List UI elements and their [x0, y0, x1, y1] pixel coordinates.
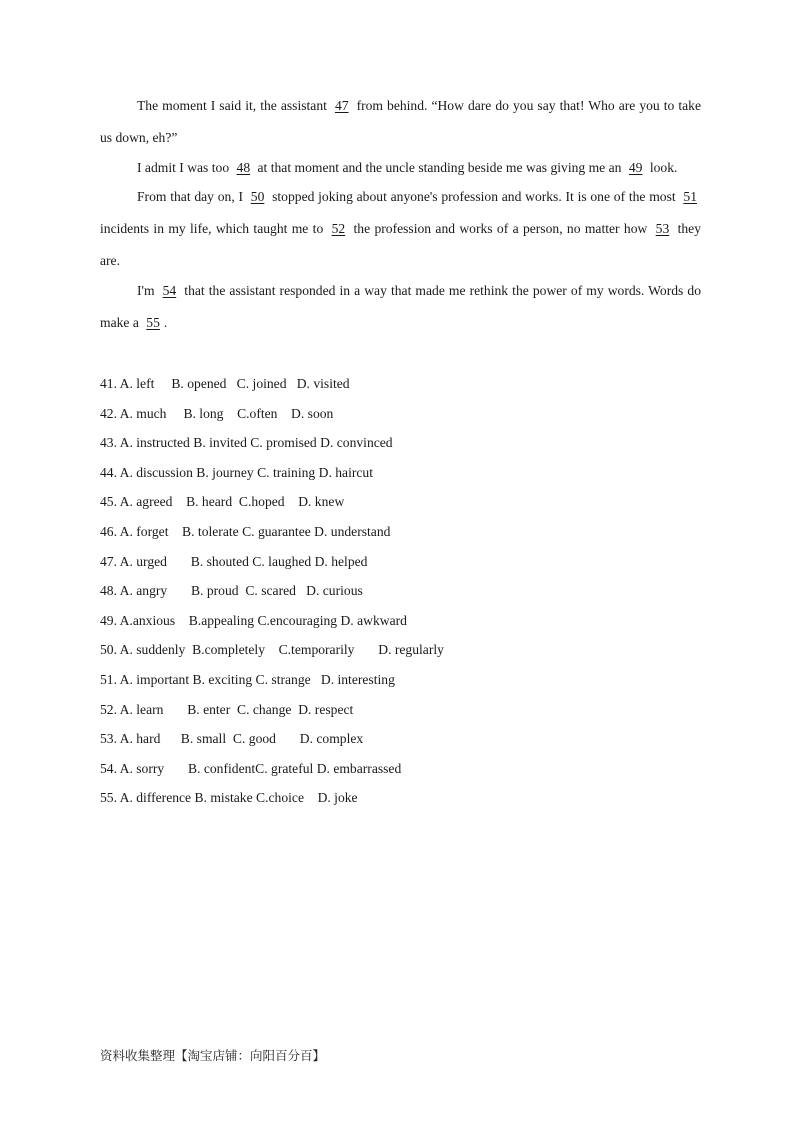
option-line-44: 44. A. discussion B. journey C. training D. haircut [100, 464, 373, 480]
text-segment: the profession and works of a person, no matter how [349, 221, 652, 236]
option-line-48: 48. A. angry B. proud C. scared D. curious [100, 583, 363, 599]
option-line-53: 53. A. hard B. small C. good D. complex [100, 731, 364, 747]
option-line-55: 55. A. difference B. mistake C.choice D. joke [100, 790, 358, 806]
blank-54: 54 [162, 283, 177, 298]
option-line-43: 43. A. instructed B. invited C. promised D. convinced [100, 435, 393, 451]
option-line-54: 54. A. sorry B. confidentC. grateful D. embarrassed [100, 760, 402, 776]
blank-50: 50 [250, 189, 265, 204]
option-line-47: 47. A. urged B. shouted C. laughed D. helped [100, 553, 368, 569]
text-segment: I admit I was too [137, 160, 233, 175]
text-segment: at that moment and the uncle standing beside me was giving me an [254, 160, 625, 175]
option-line-51: 51. A. important B. exciting C. strange D. interesting [100, 671, 395, 687]
option-line-46: 46. A. forget B. tolerate C. guarantee D. understand [100, 523, 391, 539]
option-line-42: 42. A. much B. long C.often D. soon [100, 405, 334, 421]
blank-51: 51 [683, 189, 697, 204]
answer-options-list [100, 369, 700, 813]
blank-53: 53 [655, 221, 670, 236]
text-segment: incidents in my life, which taught me to [100, 221, 328, 236]
passage-paragraph-4 [100, 275, 701, 339]
option-line-49: 49. A.anxious B.appealing C.encouraging D. awkward [100, 612, 407, 628]
text-segment: from behind. “How dare do you say that! Who are you to take us down, eh?” [100, 98, 702, 145]
blank-47: 47 [334, 98, 349, 113]
blank-55: 55 [146, 315, 160, 330]
text-segment: they are. [100, 221, 701, 268]
page-footer: 资料收集整理【淘宝店铺：向阳百分百】 [100, 1048, 326, 1063]
passage-paragraph-1 [100, 90, 701, 154]
blank-52: 52 [331, 221, 346, 236]
text-segment: stopped joking about anyone's profession and works. It is one of the most [268, 189, 680, 204]
passage-paragraph-3 [100, 181, 701, 277]
blank-49: 49 [628, 160, 643, 175]
option-line-52: 52. A. learn B. enter C. change D. respect [100, 701, 354, 717]
text-segment: look. [646, 160, 678, 175]
option-line-45: 45. A. agreed B. heard C.hoped D. knew [100, 494, 345, 510]
text-segment: I'm [137, 283, 159, 298]
text-segment: From that day on, I [137, 189, 247, 204]
text-segment: . [163, 315, 168, 330]
passage-paragraph-2 [100, 152, 701, 184]
blank-48: 48 [236, 160, 251, 175]
option-line-41: 41. A. left B. opened C. joined D. visited [100, 376, 350, 391]
text-segment: that the assistant responded in a way that made me rethink the power of my words. Words do make a [100, 283, 701, 330]
text-segment: The moment I said it, the assistant [137, 98, 331, 113]
option-line-50: 50. A. suddenly B.completely C.temporarily D. regularly [100, 642, 444, 658]
